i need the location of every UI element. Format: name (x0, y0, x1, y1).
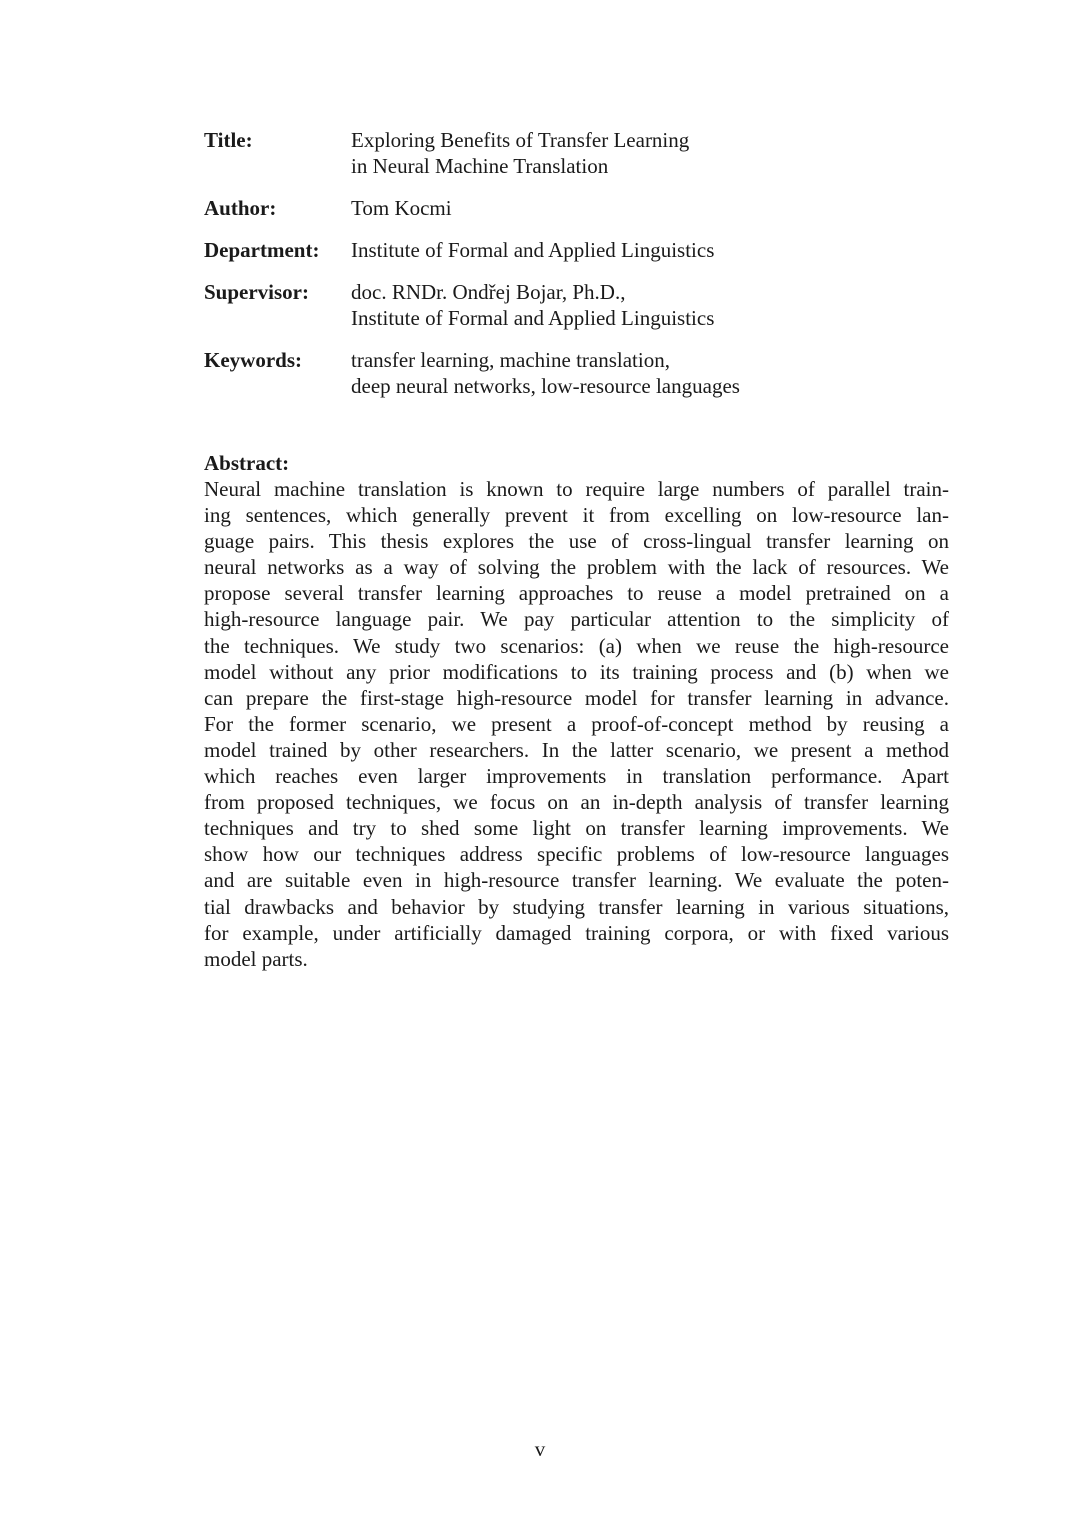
author-row (204, 195, 964, 221)
supervisor-value (351, 279, 714, 331)
abstract-line: model parts. (204, 946, 308, 971)
abstract-line: tial drawbacks and behavior by studying transfer learning in various situations, (204, 894, 949, 919)
abstract-line: Neural machine translation is known to require large numbers of parallel train- (204, 477, 949, 501)
supervisor-line: Institute of Formal and Applied Linguistics (351, 306, 715, 330)
keywords-label: Keywords: (204, 348, 302, 372)
abstract-line: high-resource language pair. We pay particular attention to the simplicity of (204, 607, 949, 632)
abstract-line: which reaches even larger improvements in translation performance. Apart (204, 764, 949, 789)
title-label: Title: (204, 128, 253, 152)
supervisor-line: doc. RNDr. Ondřej Bojar, Ph.D., (351, 280, 626, 304)
metadata-block (204, 127, 964, 415)
abstract-line: ing sentences, which generally prevent it from excelling on low-resource lan- (204, 503, 949, 528)
author-value (351, 195, 452, 221)
abstract-line: neural networks as a way of solving the problem with the lack of resources. We (204, 555, 949, 580)
department-line: Institute of Formal and Applied Linguistics (351, 238, 715, 262)
department-value (351, 237, 714, 263)
abstract-line: guage pairs. This thesis explores the use of cross-lingual transfer learning on (204, 529, 949, 554)
keywords-row (204, 347, 964, 399)
title-line: in Neural Machine Translation (351, 154, 609, 178)
author-label: Author: (204, 196, 277, 220)
title-value (351, 127, 689, 179)
supervisor-label: Supervisor: (204, 280, 309, 304)
author-line: Tom Kocmi (351, 196, 452, 220)
abstract-body (204, 476, 949, 972)
abstract-section (204, 450, 949, 972)
abstract-line: techniques and try to shed some light on transfer learning improvements. We (204, 816, 949, 841)
title-line: Exploring Benefits of Transfer Learning (351, 128, 690, 152)
abstract-line: for example, under artificially damaged training corpora, or with fixed various (204, 920, 949, 945)
abstract-line: show how our techniques address specific problems of low-resource languages (204, 842, 949, 867)
title-row (204, 127, 964, 179)
abstract-line: For the former scenario, we present a proof-of-concept method by reusing a (204, 711, 949, 736)
abstract-line: propose several transfer learning approaches to reuse a model pretrained on a (204, 581, 949, 606)
keywords-value (351, 347, 740, 399)
keywords-line: transfer learning, machine translation, (351, 348, 670, 372)
abstract-line: model without any prior modifications to its training process and (b) when we (204, 659, 949, 684)
department-row (204, 237, 964, 263)
abstract-line: the techniques. We study two scenarios: (a) when we reuse the high-resource (204, 633, 949, 658)
abstract-line: from proposed techniques, we focus on an in-depth analysis of transfer learning (204, 790, 949, 815)
supervisor-row (204, 279, 964, 331)
page-number: v (534, 1437, 546, 1461)
abstract-line: can prepare the first-stage high-resource model for transfer learning in advance. (204, 685, 949, 710)
keywords-line: deep neural networks, low-resource languages (351, 374, 740, 398)
abstract-line: and are suitable even in high-resource transfer learning. We evaluate the poten- (204, 868, 949, 893)
abstract-line: model trained by other researchers. In the latter scenario, we present a method (204, 737, 949, 762)
department-label: Department: (204, 238, 320, 262)
abstract-heading: Abstract: (204, 451, 290, 475)
